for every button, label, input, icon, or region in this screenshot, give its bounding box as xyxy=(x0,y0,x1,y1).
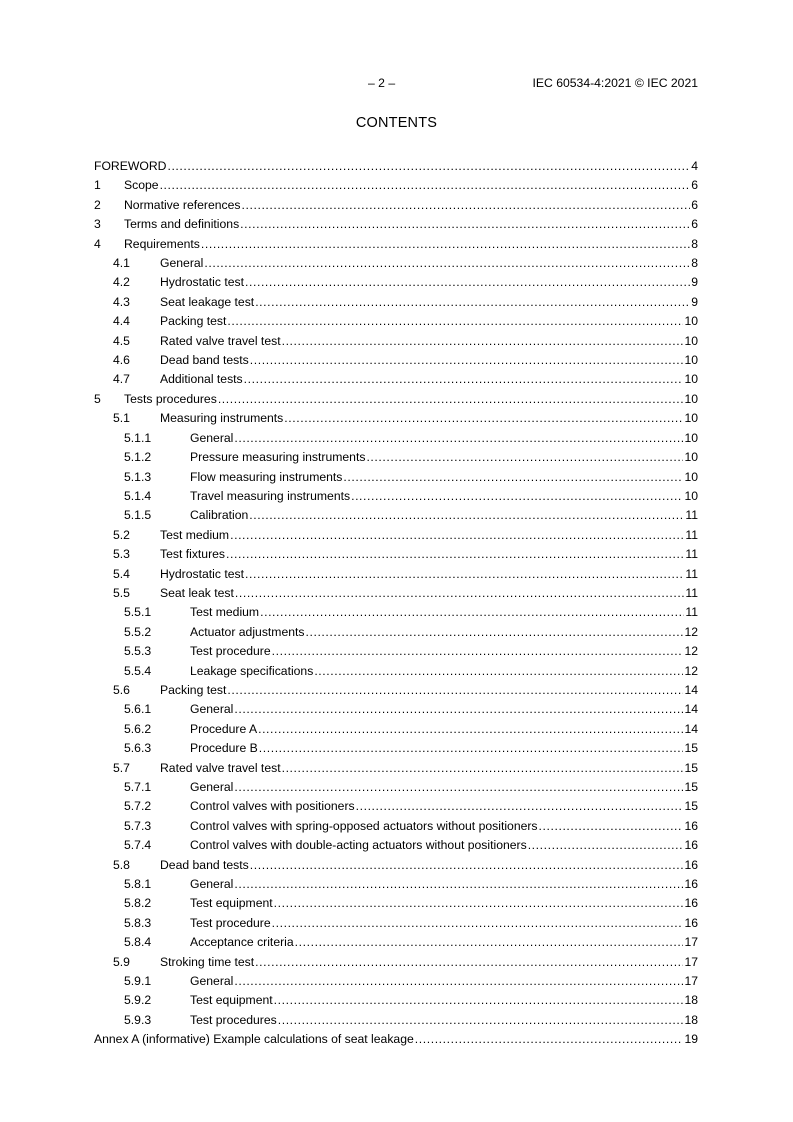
toc-entry-number: 5.1.1 xyxy=(124,430,152,445)
dot-leader xyxy=(235,584,684,603)
toc-entry-page: 16 xyxy=(684,838,698,853)
toc-entry-number: 5.5 xyxy=(113,585,130,600)
toc-entry-number: 5.1.5 xyxy=(124,508,152,523)
toc-entry[interactable] xyxy=(94,526,698,545)
toc-entry[interactable] xyxy=(94,972,698,991)
toc-entry-title: Seat leak test xyxy=(160,585,234,600)
toc-entry-title: Test equipment xyxy=(190,993,273,1008)
toc-entry-page: 17 xyxy=(684,935,698,950)
toc-entry-title: General xyxy=(190,702,234,717)
toc-entry[interactable] xyxy=(94,196,698,215)
toc-entry-page: 10 xyxy=(684,372,698,387)
toc-entry-page: 12 xyxy=(684,663,698,678)
toc-entry-page: 11 xyxy=(685,605,698,620)
toc-entry[interactable] xyxy=(94,894,698,913)
toc-entry[interactable] xyxy=(94,487,698,506)
toc-entry-page: 11 xyxy=(685,508,698,523)
toc-entry[interactable] xyxy=(94,312,698,331)
toc-entry-title: Flow measuring instruments xyxy=(190,469,343,484)
toc-entry[interactable] xyxy=(94,1011,698,1030)
toc-entry-number: 5.4 xyxy=(113,566,130,581)
toc-entry[interactable] xyxy=(94,662,698,681)
dot-leader xyxy=(255,293,690,312)
dot-leader xyxy=(204,254,690,273)
toc-entry[interactable] xyxy=(94,545,698,564)
toc-entry-page: 17 xyxy=(684,974,698,989)
toc-entry-title: Test medium xyxy=(190,605,260,620)
dot-leader xyxy=(272,914,684,933)
toc-entry-page: 15 xyxy=(684,760,698,775)
toc-entry-page: 8 xyxy=(691,256,698,271)
toc-entry-page: 10 xyxy=(684,314,698,329)
toc-entry-number: 5.7.3 xyxy=(124,818,152,833)
toc-entry-page: 14 xyxy=(684,682,698,697)
toc-entry[interactable] xyxy=(94,875,698,894)
toc-entry-page: 11 xyxy=(685,566,698,581)
toc-entry-title: Actuator adjustments xyxy=(190,624,305,639)
toc-entry-number: 4.2 xyxy=(113,275,130,290)
dot-leader xyxy=(351,487,683,506)
table-of-contents xyxy=(94,157,698,1050)
toc-entry-page: 10 xyxy=(684,391,698,406)
toc-entry-title: Seat leakage test xyxy=(160,294,255,309)
toc-entry[interactable] xyxy=(94,351,698,370)
dot-leader xyxy=(167,157,690,176)
toc-entry[interactable] xyxy=(94,953,698,972)
toc-entry-number: 4.6 xyxy=(113,353,130,368)
toc-entry-page: 9 xyxy=(691,294,698,309)
toc-entry-number: 5.3 xyxy=(113,547,130,562)
toc-entry[interactable] xyxy=(94,584,698,603)
toc-entry[interactable] xyxy=(94,778,698,797)
toc-entry-page: 6 xyxy=(691,197,698,212)
toc-entry-page: 16 xyxy=(684,896,698,911)
toc-entry-page: 19 xyxy=(684,1032,698,1047)
toc-entry-number: 4 xyxy=(94,236,101,251)
toc-entry-page: 6 xyxy=(691,178,698,193)
dot-leader xyxy=(343,468,683,487)
dot-leader xyxy=(240,215,690,234)
toc-entry-number: 5.7.1 xyxy=(124,780,152,794)
toc-entry[interactable] xyxy=(94,370,698,389)
dot-leader xyxy=(305,623,683,642)
dot-leader xyxy=(218,390,684,409)
toc-entry[interactable] xyxy=(94,506,698,525)
toc-entry-title: General xyxy=(190,877,234,892)
toc-entry[interactable] xyxy=(94,817,698,836)
toc-entry[interactable] xyxy=(94,681,698,700)
toc-entry[interactable] xyxy=(94,856,698,875)
toc-entry-title: Test procedure xyxy=(190,915,271,930)
toc-entry-number: 5.7.4 xyxy=(124,838,152,853)
toc-entry-title: Procedure A xyxy=(190,721,258,736)
toc-entry-number: 5.6.1 xyxy=(124,702,152,717)
toc-entry-page: 15 xyxy=(684,780,698,794)
toc-entry-page: 8 xyxy=(691,236,698,251)
toc-entry-page: 18 xyxy=(684,993,698,1008)
toc-entry-title: Scope xyxy=(124,178,159,193)
toc-entry-number: 5.1.2 xyxy=(124,450,152,465)
toc-entry-page: 10 xyxy=(684,488,698,503)
dot-leader xyxy=(250,351,684,370)
toc-entry-number: 5.8.2 xyxy=(124,896,152,911)
toc-entry-number: 5.5.2 xyxy=(124,624,152,639)
toc-entry-title: Test equipment xyxy=(190,896,273,911)
toc-entry-page: 15 xyxy=(684,799,698,814)
toc-entry[interactable] xyxy=(94,914,698,933)
toc-entry[interactable] xyxy=(94,720,698,739)
dot-leader xyxy=(274,991,684,1010)
toc-entry-title: Control valves with double-acting actuators without positioners xyxy=(190,838,527,853)
toc-entry[interactable] xyxy=(94,293,698,312)
toc-entry-number: 5 xyxy=(94,391,101,406)
toc-entry-number: 5.6.3 xyxy=(124,741,152,756)
dot-leader xyxy=(160,176,691,195)
toc-entry-number: 5.7.2 xyxy=(124,799,152,814)
toc-entry-page: 16 xyxy=(684,818,698,833)
toc-entry-title: Test procedure xyxy=(190,644,271,659)
toc-entry-title: Test procedures xyxy=(190,1012,277,1027)
toc-entry[interactable] xyxy=(94,157,698,176)
dot-leader xyxy=(242,196,691,215)
toc-entry-title: Hydrostatic test xyxy=(160,275,244,290)
toc-entry-title: General xyxy=(190,780,234,794)
dot-leader xyxy=(260,603,684,622)
toc-entry-page: 17 xyxy=(684,954,698,969)
toc-entry[interactable] xyxy=(94,565,698,584)
toc-entry-number: 4.3 xyxy=(113,294,130,309)
toc-entry-page: 14 xyxy=(684,702,698,717)
toc-entry-page: 11 xyxy=(685,547,698,562)
toc-entry-number: 5.5.4 xyxy=(124,663,152,678)
toc-entry[interactable] xyxy=(94,390,698,409)
toc-entry-number: 5.9.2 xyxy=(124,993,152,1008)
toc-entry-title: Annex A (informative) Example calculations of seat leakage xyxy=(94,1032,414,1047)
toc-entry-number: 5.7 xyxy=(113,760,130,775)
toc-entry-title: Control valves with positioners xyxy=(190,799,355,814)
toc-entry-title: Requirements xyxy=(124,236,200,251)
toc-entry[interactable] xyxy=(94,429,698,448)
dot-leader xyxy=(282,759,684,778)
dot-leader xyxy=(258,720,683,739)
toc-entry-page: 12 xyxy=(684,624,698,639)
toc-entry[interactable] xyxy=(94,623,698,642)
toc-entry-title: Dead band tests xyxy=(160,353,249,368)
toc-entry-number: 5.6 xyxy=(113,682,130,697)
toc-entry-page: 10 xyxy=(684,469,698,484)
dot-leader xyxy=(227,681,683,700)
toc-entry[interactable] xyxy=(94,273,698,292)
page-title: CONTENTS xyxy=(355,115,438,131)
toc-entry-title: Normative references xyxy=(124,197,241,212)
dot-leader xyxy=(245,273,690,292)
toc-entry-number: 5.1.3 xyxy=(124,469,152,484)
dot-leader xyxy=(528,836,684,855)
toc-entry-number: 4.5 xyxy=(113,333,130,348)
dot-leader xyxy=(259,739,684,758)
toc-entry-title: Calibration xyxy=(190,508,249,523)
toc-entry[interactable] xyxy=(94,215,698,234)
dot-leader xyxy=(284,409,683,428)
page-header xyxy=(94,76,698,92)
toc-entry[interactable] xyxy=(94,759,698,778)
dot-leader xyxy=(282,332,684,351)
toc-entry-number: 5.8.3 xyxy=(124,915,152,930)
dot-leader xyxy=(249,506,684,525)
toc-entry-number: 5.5.1 xyxy=(124,605,152,620)
dot-leader xyxy=(234,875,683,894)
dot-leader xyxy=(278,1011,684,1030)
toc-entry-title: Travel measuring instruments xyxy=(190,488,351,503)
toc-entry-number: 5.8.1 xyxy=(124,877,152,892)
toc-entry[interactable] xyxy=(94,448,698,467)
toc-entry[interactable] xyxy=(94,409,698,428)
toc-entry-number: 5.8 xyxy=(113,857,130,872)
toc-entry-number: 3 xyxy=(94,217,101,232)
toc-entry-title: General xyxy=(190,974,234,989)
dot-leader xyxy=(539,817,684,836)
toc-entry[interactable] xyxy=(94,1030,698,1049)
toc-entry[interactable] xyxy=(94,933,698,952)
dot-leader xyxy=(234,429,683,448)
toc-entry[interactable] xyxy=(94,176,698,195)
dot-leader xyxy=(234,972,683,991)
dot-leader xyxy=(314,662,683,681)
toc-entry-page: 14 xyxy=(684,721,698,736)
toc-entry[interactable] xyxy=(94,603,698,622)
toc-entry-page: 11 xyxy=(685,527,698,542)
toc-entry-page: 4 xyxy=(691,159,698,173)
toc-entry-title: Procedure B xyxy=(190,741,258,756)
dot-leader xyxy=(244,370,684,389)
toc-entry[interactable] xyxy=(94,468,698,487)
toc-entry-title: Hydrostatic test xyxy=(160,566,244,581)
toc-entry-page: 10 xyxy=(684,333,698,348)
dot-leader xyxy=(226,545,684,564)
toc-entry-number: 1 xyxy=(94,178,101,193)
dot-leader xyxy=(255,953,683,972)
toc-entry[interactable] xyxy=(94,836,698,855)
toc-entry-title: Acceptance criteria xyxy=(190,935,294,950)
toc-entry-title: Terms and definitions xyxy=(124,217,240,232)
toc-entry-title: Packing test xyxy=(160,314,227,329)
dot-leader xyxy=(295,933,684,952)
dot-leader xyxy=(415,1030,684,1049)
toc-entry-number: 5.1.4 xyxy=(124,488,152,503)
toc-entry-title: Tests procedures xyxy=(124,391,217,406)
toc-entry-page: 9 xyxy=(691,275,698,290)
dot-leader xyxy=(245,565,684,584)
toc-entry[interactable] xyxy=(94,991,698,1010)
toc-entry-title: Pressure measuring instruments xyxy=(190,450,366,465)
document-identifier: IEC 60534-4:2021 © IEC 2021 xyxy=(532,76,698,90)
toc-entry[interactable] xyxy=(94,642,698,661)
toc-entry-page: 18 xyxy=(684,1012,698,1027)
toc-entry-page: 10 xyxy=(684,450,698,465)
toc-entry-title: Packing test xyxy=(160,682,227,697)
toc-entry-title: Leakage specifications xyxy=(190,663,314,678)
toc-entry-number: 5.9.1 xyxy=(124,974,152,989)
toc-entry[interactable] xyxy=(94,700,698,719)
toc-entry-number: 5.6.2 xyxy=(124,721,152,736)
toc-entry-number: 5.9.3 xyxy=(124,1012,152,1027)
toc-entry-title: Control valves with spring-opposed actuators without positioners xyxy=(190,818,538,833)
dot-leader xyxy=(356,797,684,816)
toc-entry-number: 4.4 xyxy=(113,314,130,329)
dot-leader xyxy=(272,642,684,661)
dot-leader xyxy=(274,894,684,913)
toc-entry-title: Test fixtures xyxy=(160,547,226,562)
toc-entry-page: 6 xyxy=(691,217,698,232)
toc-entry[interactable] xyxy=(94,254,698,273)
toc-entry[interactable] xyxy=(94,739,698,758)
toc-entry-title: Measuring instruments xyxy=(160,411,284,426)
toc-entry-title: General xyxy=(160,256,204,271)
toc-entry-title: Rated valve travel test xyxy=(160,333,281,348)
toc-entry-number: 5.9 xyxy=(113,954,130,969)
toc-entry-number: 4.7 xyxy=(113,372,130,387)
dot-leader xyxy=(234,778,683,797)
toc-entry-page: 16 xyxy=(684,877,698,892)
toc-entry-title: General xyxy=(190,430,234,445)
toc-entry-title: Stroking time test xyxy=(160,954,255,969)
toc-entry-number: 5.8.4 xyxy=(124,935,152,950)
toc-entry-page: 10 xyxy=(684,411,698,426)
toc-entry-page: 11 xyxy=(685,585,698,600)
toc-entry-page: 10 xyxy=(684,353,698,368)
page-number: – 2 – xyxy=(368,76,396,90)
toc-entry-page: 16 xyxy=(684,857,698,872)
toc-entry[interactable] xyxy=(94,332,698,351)
toc-entry-title: Test medium xyxy=(160,527,230,542)
dot-leader xyxy=(230,526,684,545)
toc-entry-page: 16 xyxy=(684,915,698,930)
toc-entry-page: 15 xyxy=(684,741,698,756)
toc-entry-number: 4.1 xyxy=(113,256,130,271)
toc-entry-page: 12 xyxy=(684,644,698,659)
toc-entry[interactable] xyxy=(94,797,698,816)
toc-entry-number: 5.5.3 xyxy=(124,644,152,659)
toc-entry-number: 2 xyxy=(94,197,101,212)
toc-entry[interactable] xyxy=(94,235,698,254)
toc-entry-title: Additional tests xyxy=(160,372,243,387)
toc-entry-number: 5.2 xyxy=(113,527,130,542)
dot-leader xyxy=(227,312,683,331)
dot-leader xyxy=(250,856,684,875)
toc-entry-title: Rated valve travel test xyxy=(160,760,281,775)
toc-entry-number: 5.1 xyxy=(113,411,130,426)
toc-entry-title: FOREWORD xyxy=(94,159,167,173)
dot-leader xyxy=(234,700,683,719)
toc-entry-title: Dead band tests xyxy=(160,857,249,872)
dot-leader xyxy=(366,448,683,467)
dot-leader xyxy=(201,235,690,254)
toc-entry-page: 10 xyxy=(684,430,698,445)
